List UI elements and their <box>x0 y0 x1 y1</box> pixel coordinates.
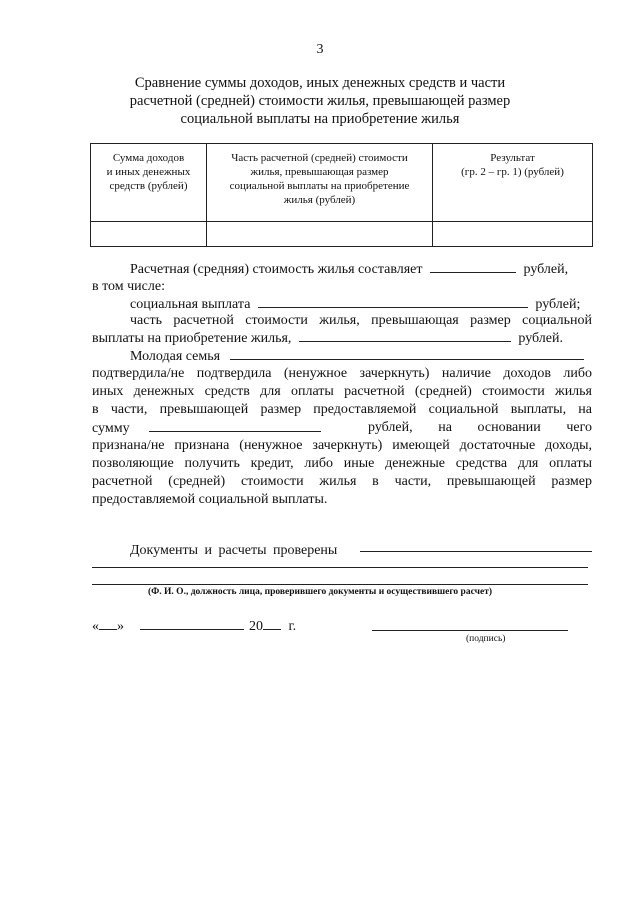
month-blank[interactable] <box>140 617 244 630</box>
excess-part-blank[interactable] <box>299 329 511 342</box>
body-line: сумму рублей, на основании чего <box>92 420 592 436</box>
date-line <box>92 617 296 636</box>
cell-excess-part[interactable] <box>207 222 433 247</box>
body-line: подтвердила/не подтвердила (ненужное зачеркнуть) наличие доходов либо <box>92 366 592 381</box>
title-line: Сравнение суммы доходов, иных денежных средств и части <box>134 75 506 91</box>
signature-caption: (подпись) <box>466 634 506 644</box>
verifier-line[interactable] <box>92 584 588 585</box>
body-line: расчетной (средней) стоимости жилья в части, превышающей размер <box>92 474 592 489</box>
cell-income[interactable] <box>91 222 207 247</box>
close-quote: » <box>117 619 124 634</box>
cell-result[interactable] <box>433 222 593 247</box>
body-line: признана/не признана (ненужное зачеркнуть) имеющей достаточные доходы, <box>92 438 592 453</box>
title-line: расчетной (средней) стоимости жилья, превышающей размер <box>129 93 511 109</box>
verifier-blank[interactable] <box>360 551 592 552</box>
body-line: позволяющие получить кредит, либо иные денежные средства для оплаты <box>92 456 592 471</box>
header-excess-part: Часть расчетной (средней) стоимости жилья, превышающая размер социальной выплаты на приобретение жилья (рублей) <box>207 144 433 222</box>
document-title <box>120 74 520 128</box>
title-line: социальной выплаты на приобретение жилья <box>180 111 460 127</box>
body-line: предоставляемой социальной выплаты. <box>92 492 328 507</box>
verifier-line[interactable] <box>92 567 588 568</box>
header-result: Результат (гр. 2 – гр. 1) (рублей) <box>433 144 593 222</box>
year-prefix: 20 <box>249 619 263 634</box>
year-blank[interactable] <box>263 617 281 630</box>
body-line: социальная выплата рублей; <box>130 297 581 312</box>
body-line: Расчетная (средняя) стоимость жилья составляет рублей, <box>130 262 569 277</box>
social-payment-blank[interactable] <box>258 295 528 308</box>
amount-blank[interactable] <box>149 419 321 432</box>
table-row <box>91 222 593 247</box>
page-number: 3 <box>316 42 324 57</box>
family-name-blank[interactable] <box>230 347 584 360</box>
verification-label: Документы и расчеты проверены <box>130 543 338 558</box>
verifier-caption: (Ф. И. О., должность лица, проверившего документы и осуществившего расчет) <box>147 587 493 597</box>
body-line: часть расчетной стоимости жилья, превышающая размер социальной <box>130 313 592 328</box>
day-blank[interactable] <box>99 617 117 630</box>
header-income: Сумма доходов и иных денежных средств (рублей) <box>91 144 207 222</box>
cost-blank[interactable] <box>430 260 516 273</box>
body-line: в части, превышающей размер предоставляемой социальной выплаты, на <box>92 402 592 417</box>
body-line: иных денежных средств для оплаты расчетной (средней) стоимости жилья <box>92 384 592 399</box>
signature-line[interactable] <box>372 630 568 631</box>
comparison-table <box>90 143 593 247</box>
body-line: в том числе: <box>92 279 165 294</box>
table-header-row <box>91 144 593 222</box>
body-line: выплаты на приобретение жилья, рублей. <box>92 331 564 346</box>
year-suffix: г. <box>288 619 297 634</box>
body-line: Молодая семья <box>130 347 584 366</box>
open-quote: « <box>92 619 99 634</box>
